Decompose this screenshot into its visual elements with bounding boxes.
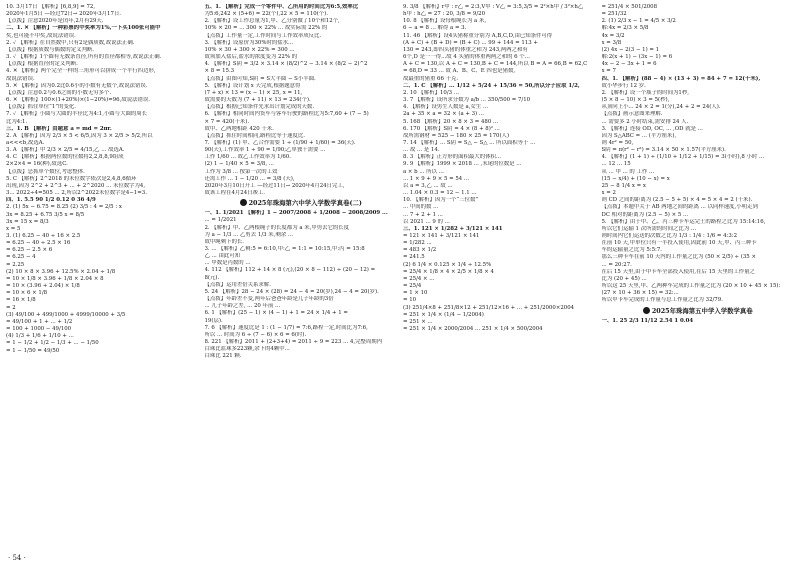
text-line: 故甲绳剩下的长. [204,238,244,245]
text-line: = 251 × 1/4 × 2000/2004 ... 251 × 1/4 × 500/2004 [403,326,543,333]
text-line: 10% × 30 + 300 × 22% = 300 ... [204,46,295,53]
text-line: 2. 【解析】设一个瓶子的时间为1秒, [601,89,689,96]
section-heading-line: 三、1. 121 × 1/282 + 3/121 × 141 [403,225,503,232]
text-line: = 25/4 × 1/8 × 4 × 2/5 × 1/8 × 4 [403,268,494,275]
text-line: 工作为 3/8 ... 按第一次的工效 [204,168,278,175]
text-line: 所以它们运输 1 次所需的时间之比为 ... [601,225,697,232]
text-line: = 10 [403,297,417,304]
text-line: ... 儿子年龄之差, ... 20 年前 ... [204,303,281,310]
text-line: 5. C 【解析】2^2018 的末位数字依次是2,4,8,6循环 [6,175,137,182]
text-line: (4) 1/3 + 1/6 + 1/10 + ... [6,333,74,340]
text-line: (15 − x/4) + (10 − x) = x [601,175,670,182]
text-line: = 1 − 1/50 = 49/50 [6,347,60,354]
text-line: = 25/4 [403,283,422,290]
text-line: 则时间内它们运送的次数之比为 1/3 : 1/4 : 1/6 = 4:3:2 [601,233,738,239]
text-line: 则 CD 之间的距离为 (2.5 − 5 + 5) × 4 = 5 × 4 = 2 (千米). [601,197,753,204]
text-line: 比为4:1. [6,118,28,125]
text-line: 【点拨】工作量一定,工作时间与工作效率成反比. [204,32,322,39]
text-line: 解:2(x + 1) − (3x − 1) = 6 [601,54,673,61]
text-line: 10. 8 【解析】设每根绳长为 a 米, [403,18,487,25]
text-line: ... 12 ... 15 [601,161,631,168]
text-line: 4. 【解析】设男生人数是 a,女生 ... [403,104,489,111]
text-line: 2. (1) 5x − 6.75 = 8.25 (2) 3/5 : 4 = 2/5 : x [6,204,122,211]
text-line: x = 2 [601,190,616,197]
text-line: = 16 × 1/8 [6,297,36,304]
text-line: 7. 【解析】(1) 甲、乙合作需要 1 ÷ (1/90 + 1/60) = 36(天). [204,139,356,146]
text-line: (27 × 10 + 36 × 15) = 32:... [601,290,679,297]
text-line: 所以 ... 时间为 6 ÷ (7 − 6) × 6 = 6(时). [204,331,307,338]
text-line: = 6.25 − 40 ÷ 2.5 × 16 [6,240,71,247]
text-line: 3. (1) 6.25 − 40 ÷ 16 × 2.5 [6,233,81,239]
text-line: 6. 【解析】相同时间内货车与客车行驶的路程比为5:7,60 + (7 − 5) [204,111,369,118]
text-line: 6 − a = 8 ... 解得 a = 3. [403,25,467,32]
text-line: 则 4r² = 50, [601,139,634,146]
text-line: 3. ... 【解析】乙剩:5 = 6:10,甲:乙 = 1:1 = 10:15,甲:丙 = 15:8 [204,246,365,252]
text-line: 以 a = 3,乙 ... 故 ... [403,182,453,189]
text-line: 3... 2022÷4=505 ... 2,所以2^2022末位数字是4−1=3. [6,190,147,197]
text-line: 故小华步行 12 岁. [601,82,646,89]
text-line: = 100 + 1000 − 49/100 [6,326,72,333]
text-line: 5. 168 【解析】20 × 8 × 3 = 480 ... [403,118,499,125]
text-line: 11. 46 【解析】设4头猪称重分别为 A,B,C,D,由已知条件可得 [403,32,553,39]
text-line: ... 甲数是丙数的 ... [204,260,251,267]
section-heading-line: 一、1. 1/2021 【解析】1 − 2007/2008 + 1/2008 − 2008/2009 ... [204,210,388,217]
text-line: 4. ✕ 【解析】两个完全一样的三角形可以拼成一个平行四边形, [6,68,156,75]
text-line: = 10 × 6 × 1/8 [6,290,48,297]
text-line: 90(天),工作效率 1 ÷ 90 = 1/90;乙单独干需要 ... [204,147,326,154]
text-line: 25 − 8 1/4 x = x [601,182,646,189]
text-line: 5. ✕ 【解析】因为0.2比0.6小的小数有无数个,故说法错误. [6,82,148,89]
text-line: 【点拨】根据直径的定义判断. [6,61,78,68]
text-line: 4. 112 【解析】112 + 14 × 8 (元),(20 × 8 − 112) ÷ (20 − 12) = [204,267,376,274]
text-line: 8. 221 【解析】2011 + (2+3+4) = 2011 ÷ 9 = 223 ... 4,完整周期内 [204,339,383,346]
text-line: ... = 20:27. [601,261,632,268]
text-line: 故甲、乙两地相距 420 千米. [204,125,274,132]
text-line: 6. 170 【解析】S阴 = 4 × (8 + 8)² ... [403,125,500,132]
text-line: = 1 × 10 [403,290,428,297]
text-line: 10% × 20 = ... 300 × 22% ... 故实际需 22% 的 [204,25,328,32]
section-heading-line: 二、1. ✕ 【解析】一种彩票的中奖率为1%,一下买100张可能中 [6,25,161,32]
text-line: x = 3/8 [601,39,622,46]
text-line: (5 × 8 − 10) × 3 = 5(秒), [601,97,670,104]
text-line: 那么三种卡车在前 10 天内的工作量之比为 (50 × 2/5) ÷ (35 × [601,254,756,261]
column-2 [205,4,398,552]
text-line: 白珠比蓝珠多223颗,余下的4颗中... [204,346,290,353]
text-line: ... = 1/2021 [204,217,237,224]
text-line: 8(元). [204,274,220,281]
text-line: 9. 3/8 【解析】r甲 : r乙 = 2:3,V甲 : V乙 = 3:5,3/5 = 2²×h甲 / 3²×h乙 [403,4,584,10]
columns [6,4,794,552]
text-line: 2. (1) 2/3 x − 1 = 4/5 × 3/2 [601,18,676,25]
text-line: 3. ✓ 【解析】1个圆有无数条直径,所有的直径都相等,故说法正确. [6,54,162,61]
text-line: (2) 1 − 1/40 × 5 = 3/8, ... [204,161,274,168]
text-line: (3) 251/4×8 + 251/8×12 + 251/12×16 + ... + 251/2000×2004 [403,304,575,311]
text-line: 3. A 【解析】甲 2/3 × 2/5 = 4/15,乙 ... 故选A. [6,147,125,154]
text-line: = 10 × (3.96 + 2.04) × 1/8 [6,283,80,290]
section-heading-line: 二、1. C 【解析】... 1/12 + 5/24 + 15/36 = 50,所以分子应取 1/2, [403,82,580,89]
text-line: = 241.5 [403,254,425,261]
text-line: ... 7 + 2 + 1 ... [403,211,443,218]
text-line: × 7 = 420(千米). [204,118,250,125]
text-line: 【点拨】抓住单位“1”的变化. [6,104,76,111]
text-line: x = 7 [601,68,616,75]
text-line: 【点拨】根据已知条件先求出计划完成的天数. [204,104,315,111]
text-line: 故该工程在4月24日竣工. [204,190,266,197]
text-line: 2×2×4 = 16(种),故选C. [6,161,68,168]
text-line: (2) 6 1/4 × 0.125 × 1/4 ÷ 12.5% [403,261,492,268]
text-line: 【点拨】年龄差不变,两年后爸爸年龄是儿子年龄的3倍 [204,296,334,303]
text-line: S阴 = π(r² − r²) = 3.14 × 50 × 1.57(平方厘米). [601,147,726,154]
text-line: 4. C 【解析】根据两位数的位数将2,2,8,8,9组成 [6,154,124,161]
text-line: 10. 【解析】因为一个“三位数” [403,197,479,204]
text-line: 3. 7 【解析】设所求分数为 a/b ... 350/500 = 7/10 [403,97,531,104]
text-line: 【点拨】画示意图来理解. [601,111,663,118]
text-line: 为5:6,242 × (5+6) = 22(个),22 × 5 = 110(个). [204,11,328,18]
text-line: 2020年3月10日开工 —经过11日→ 2020年4月24日完工, [204,182,345,189]
text-line: 5. 【解析】由于甲、乙、丙三种卡车运完土的路程之比为 15:14:16, [601,218,766,225]
column-4 [602,4,795,552]
section-heading-line: 五、1. 【解析】完成一个零件甲、乙所用的时间比为6:5,效率比 [204,4,359,10]
text-line: = 49/100 + 1 + ... + 1/2 [6,318,73,325]
text-line: 工作 1/60 ... 故乙工作效率为 1/60. [204,154,291,161]
text-line: a × b ... 所以 ... [403,168,444,175]
text-line: 以 2021 ... 9 的 ... [403,218,450,225]
text-line: = 1 − 1/2 + 1/2 − 1/3 + ... − 1/50 [6,340,99,347]
text-line: 所以这 25 天里,甲、乙两种车完成的工作量之比为 (20 × 10 + 45 × 15): [601,283,781,290]
text-line: 130 = 243,即四头猪的体重之和为 243,两两之和有 [403,46,528,53]
text-line: 2020年1月5日 —经过72日→ 2020年3月17日. [6,11,122,18]
text-line: 8. 3 【解析】正方形的面积最大的体积... [403,154,502,161]
text-line: 3. 【解析】连接 OD, OC, ... ,OD 就是 ... [601,125,703,132]
text-line: ... 中间的数 ... [403,204,439,211]
text-line: ... 1.04 × 0.3 = 12 − 1.1 ... [403,190,477,197]
text-line: h甲 : h乙 = 27 : 20, 3/8 = 9/20 [403,11,486,18]
text-line: 出现,因为 2^2 + 2^3 + ... + 2^2020 ... 末位数字为4, [6,182,146,189]
section-title: 2025年珠海第五中学入学数学真卷 [602,307,795,316]
page-number: · 54 · [8,554,26,562]
text-line: 还需工作 ... 1 − 1/20 ... = 3/8 (天), [204,175,295,182]
text-line: 比为 (20 + 45) ... [601,275,647,282]
text-line: 2. 【解析】甲、乙两根绳子的长度都为 a 米,甲剪去它的长度 [204,224,350,231]
text-line: 所以甲卡车完成的工作量与总工作量之比为 32/79. [601,297,723,304]
text-line: 4. 【解析】(1 + 1) ÷ (1/10 + 1/12 + 1/15) = 3(小时),8 小时 ... [601,154,765,161]
text-line: = 1/282 ... [403,240,432,247]
text-line: 因为 S△ABC = ... (平方厘米), [601,132,677,139]
text-line: 车的运输量之比为 5:5:7. [601,247,662,254]
text-line: 从 ... 甲 ... 的 工作 ... [601,168,655,175]
text-line: (2) 10 × 8 × 3.96 + 12.5% × 2.04 ÷ 1/8 [6,268,116,275]
section-heading-line: 四、1. 5.5 90 1/2 0.12 0 36 4/9 [6,197,96,204]
text-line: 3. 【解析】设原价为30%时的盐水... [204,39,294,46]
text-line: 奖,也可能不中奖,故说法错误. [6,32,76,39]
text-line: 故需要的天数为 (7 + 11) × 13 = 234(个). [204,97,311,104]
text-line: (2) 4x − 2(3 − 1) = 1 [601,46,660,53]
text-line: 5. 【解析】设计划 x 天完成,根据题意得 [204,82,301,89]
text-line: 在前 10 天,甲单位只有一半投入使用,因此前 10 天,甲、丙三种卡 [601,240,757,247]
text-line: 在后 15 天里,由于甲卡车全部投入使用,在后 15 天里的工作量之 [601,268,755,275]
text-line: DC 相对的距离为 (2.5 − 5) × 5 ... [601,211,689,218]
text-line: 3x = 8.25 + 6.75 3/5 x = 8/5 [6,211,85,218]
text-line: = 251/32 [601,11,627,18]
text-line: x = 5 [6,225,21,232]
text-line: ... 故 ... 是 14. [403,147,440,154]
text-line: (3) 49/100 + 499/1000 + 4999/10000 + 3/5 [6,311,126,318]
title-bullet-icon [643,307,650,314]
text-line: A + C = 130,以 A + C = 130,B + C = 144,所以 B = A = 66,B = 62,C [403,61,588,68]
text-line: 4x − 2 − 3x + 1 = 6 [601,61,657,68]
text-line: = 6.25 − 2.5 × 6 [6,247,53,254]
column-1 [6,4,199,552]
title-bullet-icon [240,199,247,206]
text-line: 故须加入盐后,盐水的浓度变为 22% 的 [204,54,298,61]
text-line: 2. 【解析】设工作总量为1,甲、乙分别做了10个和12个, [204,18,340,25]
text-line: 6. ✕ 【解析】100×(1+20%)×(1−20%)=96,故说法错误. [6,97,150,104]
text-line: 【点拨】根据质数与偶数的定义判断. [6,46,94,53]
text-line: 解:4x = 2/3 × 5/8 [601,25,649,32]
text-line: 【点拨】忌抓单个数位,考虑整体. [6,168,85,175]
text-line: = 2 [6,304,16,311]
text-line: 从顶向上小... 24 × 2 = 1(分),24 + 2 = 24(人). [601,104,721,111]
text-line: × 8 = 15.3 [204,68,235,75]
text-line: 【点拨】本题中关于 AB 两地之间的距离 ... 以同样速度,小明走到 [601,204,758,211]
section-heading-line: 四、1. 【解析】(88 − 4) × (13 + 3) = 84 + 7 = 12(千米), [601,75,761,82]
text-line: = 10 × 1/8 × 3.96 + 1/8 × 2.04 × 8 [6,275,104,282]
text-line: = 251/4 × 501/2008 [601,4,658,10]
text-line: = 6.25 − 4 [6,254,36,261]
text-line: 【点拨】注意2020年是闰年,2月有29天. [6,18,104,25]
text-line: 7. 14 【解析】... S阴 = S△ − S△ ... 所以面积等于 ... [403,139,536,146]
text-line: 故说法错误. [6,75,35,82]
text-line: = 68,D = 33 ... 故 A、B、C、E 四也是猪数, [403,68,516,75]
text-line: 2. 10 【解析】10/3 ... [403,89,459,96]
text-line: (7 + x) × 13 = (x − 1) × 25, x = 11, [204,89,303,96]
column-3 [403,4,596,552]
section-title: 2025年珠海第六中学入学数学真卷(二) [205,199,398,208]
text-line: 故所需钢材 = 525 − 180 × 25 = 170(人) [403,132,510,139]
text-line: 5. 24 【解析】28 − 24 × (28) = 24 − 4 = 20(岁),24 − 4 = 20(岁). [204,288,379,295]
text-line: 10. 3月17日 【解析】[6,8,9] = 72, [6,4,96,10]
text-line: = 251 × 1/4 × (1/4 − 1/2004) [403,311,484,318]
text-line: 7. 6 【解析】速度比是 1 : (1 − 1/7) = 7:6,路程一定,时间比为7:6, [204,324,368,331]
text-line: 19(层). [204,317,223,324]
text-line: = 251 × ... [403,318,433,325]
text-line: ... 1 × 9 + 9 × 5 = 54 ... [403,175,470,182]
text-line: 7. ✓ 【解析】小圆与大圆的半径比为4:1,小圆与大圆的周长 [6,111,148,118]
text-line: ... 需要多 2 小时结束,需安排 24 人. [601,118,689,125]
text-line: 白珠比 221 颗. [204,353,242,360]
text-line: 6个,D 是一一得...故 4 头猪的体重两两之和的 6 个... [403,54,530,61]
text-line: 9. 9 【解析】1999 × 2018 ... ,末尾的位数是 ... [403,161,522,168]
text-line: 2. ✓ 【解析】在自然数中,只有2是偶质数,故说法正确. [6,39,135,46]
text-line: 【点拨】由图可知,S阴 = S大半圆 − S小半圆. [204,75,316,82]
text-line: a<<<b,故选A. [6,139,45,146]
text-line: 3x = 15 x = 8/3 [6,218,49,225]
text-line: 为 a − 1/3 ... 乙剪去 1/3 米,剩余 ... [204,231,294,238]
text-line: 乙 ... 由此可知 [204,253,241,260]
text-line: = 25/4 × ... [403,275,435,282]
text-line: 故最重的猪重 66 千克. [403,75,459,82]
text-line: 4. 【解析】S阴 = 3/2 × 3.14 × (8/2)^2 − 3.14 × (8/2 − 2)^2 [204,61,368,68]
text-line: (A + C) + (B + D) = (B + C) ... 99 + 144 = 113 + [403,39,538,46]
section-heading-line: 一、1. 25 2/3 11/12 2.54 1 0.04 [601,317,694,324]
text-line: 【点拨】抓住时间相同,路程比等于速度比. [204,132,305,139]
text-line: 2. A 【解析】因为 2/3 × 5 < 6/5,因为 3 × 2/5 > 5/2,所以 [6,132,153,139]
text-line: = 121 × 141 + 3/121 × 141 [403,233,480,239]
text-line: 2a + 35 × a = 32 × (a + 3) ... [403,111,484,118]
text-line: 6. 1 【解析】(25 − 1) × (4 − 1) + 1 = 24 × 1/4 + 1 = [204,310,348,317]
text-line: 4x = 3/2 [601,32,625,39]
text-line: = 2.25 [6,261,25,268]
text-line: = 483 × 1/2 [403,247,437,254]
section-heading-line: 三、1. B 【解析】由题意 a = md = 2πr. [6,125,112,132]
text-line: 【点拨】运用差倍关系求解. [204,281,271,288]
text-line: 【点拨】注意0.2与0.6之间的小数无穷多个. [6,89,112,96]
